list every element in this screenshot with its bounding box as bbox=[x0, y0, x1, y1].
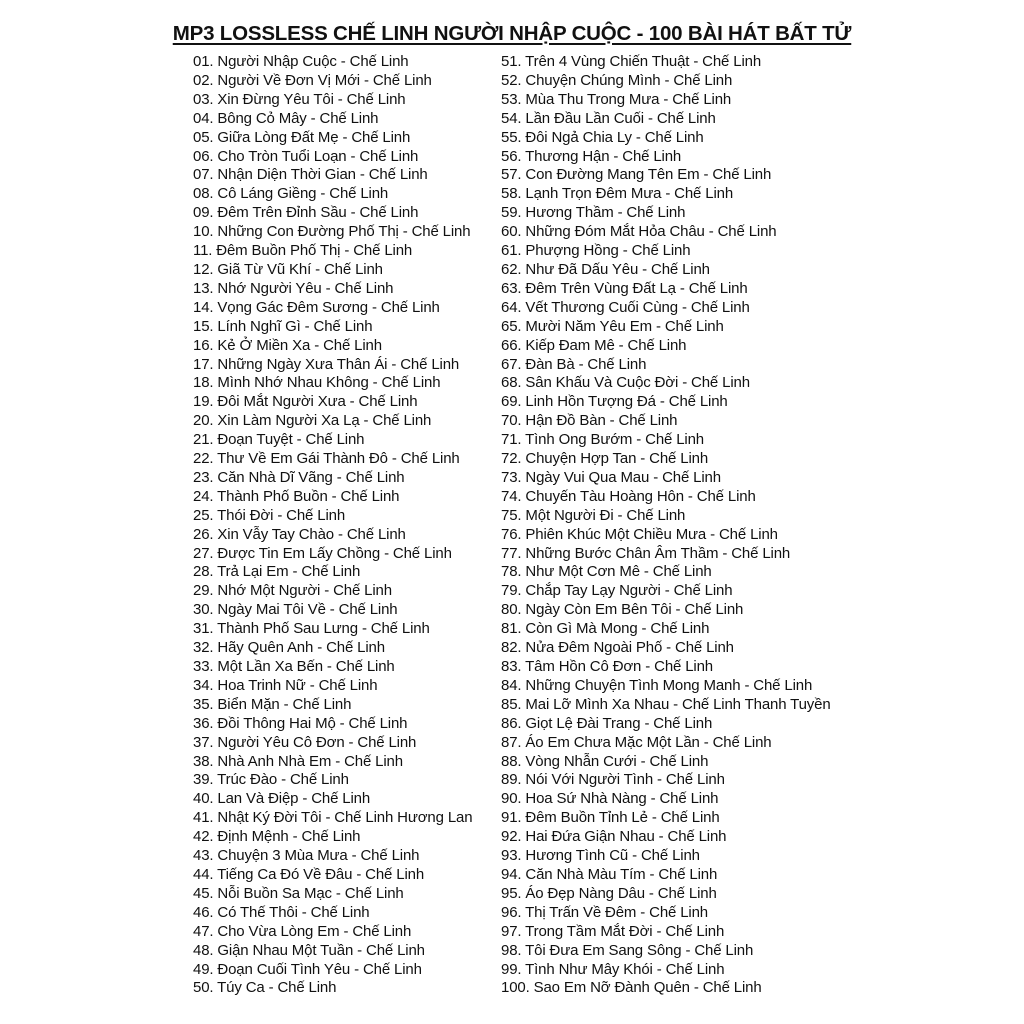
song-list-item: 45. Nỗi Buồn Sa Mạc - Chế Linh bbox=[193, 884, 404, 902]
song-list-item: 08. Cô Láng Giềng - Chế Linh bbox=[193, 185, 389, 203]
song-list-item: 63. Đêm Trên Vùng Đất Lạ - Chế Linh bbox=[501, 279, 748, 297]
song-list-item: 07. Nhận Diện Thời Gian - Chế Linh bbox=[193, 166, 428, 184]
song-list-item: 21. Đoạn Tuyệt - Chế Linh bbox=[193, 431, 365, 449]
song-list-item: 61. Phượng Hồng - Chế Linh bbox=[501, 242, 691, 260]
song-list-item: 27. Được Tin Em Lấy Chồng - Chế Linh bbox=[193, 544, 452, 562]
song-list-item: 26. Xin Vẫy Tay Chào - Chế Linh bbox=[193, 525, 406, 543]
song-list-item: 78. Như Một Cơn Mê - Chế Linh bbox=[501, 563, 712, 581]
song-list-item: 03. Xin Đừng Yêu Tôi - Chế Linh bbox=[193, 90, 406, 108]
song-list-item: 31. Thành Phố Sau Lưng - Chế Linh bbox=[193, 620, 430, 638]
song-list-item: 54. Lần Đầu Lần Cuối - Chế Linh bbox=[501, 109, 716, 127]
page-title: MP3 LOSSLESS CHẾ LINH NGƯỜI NHẬP CUỘC - 100 BÀI HÁT BẤT TỬ bbox=[172, 22, 852, 45]
song-list-item: 05. Giữa Lòng Đất Mẹ - Chế Linh bbox=[193, 128, 411, 146]
song-list-item: 95. Áo Đẹp Nàng Dâu - Chế Linh bbox=[501, 884, 717, 902]
song-list-item: 43. Chuyện 3 Mùa Mưa - Chế Linh bbox=[193, 847, 420, 865]
song-list-item: 59. Hương Thầm - Chế Linh bbox=[501, 204, 686, 222]
song-list-item: 25. Thói Đời - Chế Linh bbox=[193, 506, 346, 524]
song-list-item: 29. Nhớ Một Người - Chế Linh bbox=[193, 582, 392, 600]
song-list-item: 09. Đêm Trên Đỉnh Sầu - Chế Linh bbox=[193, 204, 419, 222]
song-list-item: 10. Những Con Đường Phố Thị - Chế Linh bbox=[193, 223, 471, 241]
song-list-item: 24. Thành Phố Buồn - Chế Linh bbox=[193, 487, 400, 505]
song-list-item: 23. Căn Nhà Dĩ Vãng - Chế Linh bbox=[193, 468, 405, 486]
song-list-item: 32. Hãy Quên Anh - Chế Linh bbox=[193, 639, 385, 657]
song-list-item: 85. Mai Lỡ Mình Xa Nhau - Chế Linh Thanh Tuyền bbox=[501, 695, 831, 713]
song-list-item: 18. Mình Nhớ Nhau Không - Chế Linh bbox=[193, 374, 441, 392]
song-list-item: 99. Tình Như Mây Khói - Chế Linh bbox=[501, 960, 725, 978]
song-list-item: 30. Ngày Mai Tôi Về - Chế Linh bbox=[193, 601, 398, 619]
song-list-item: 81. Còn Gì Mà Mong - Chế Linh bbox=[501, 620, 710, 638]
song-list-item: 58. Lạnh Trọn Đêm Mưa - Chế Linh bbox=[501, 185, 734, 203]
song-list-item: 22. Thư Về Em Gái Thành Đô - Chế Linh bbox=[193, 450, 460, 468]
song-list-item: 66. Kiếp Đam Mê - Chế Linh bbox=[501, 336, 687, 354]
song-list-item: 56. Thương Hận - Chế Linh bbox=[501, 147, 682, 165]
song-list-item: 17. Những Ngày Xưa Thân Ái - Chế Linh bbox=[193, 355, 460, 373]
song-list-item: 83. Tâm Hồn Cô Đơn - Chế Linh bbox=[501, 658, 713, 675]
song-list-item: 57. Con Đường Mang Tên Em - Chế Linh bbox=[501, 166, 772, 184]
song-list-item: 41. Nhật Ký Đời Tôi - Chế Linh Hương Lan bbox=[193, 809, 473, 827]
song-list-item: 44. Tiếng Ca Đó Về Đâu - Chế Linh bbox=[193, 865, 425, 883]
song-list-item: 88. Vòng Nhẫn Cưới - Chế Linh bbox=[501, 752, 709, 770]
song-list-item: 15. Lính Nghĩ Gì - Chế Linh bbox=[193, 317, 373, 335]
song-list-item: 67. Đàn Bà - Chế Linh bbox=[501, 355, 647, 373]
song-list-item: 69. Linh Hồn Tượng Đá - Chế Linh bbox=[501, 393, 728, 411]
song-list-item: 97. Trong Tầm Mắt Đời - Chế Linh bbox=[501, 922, 725, 940]
song-list-item: 76. Phiên Khúc Một Chiều Mưa - Chế Linh bbox=[501, 525, 778, 543]
song-list-item: 74. Chuyến Tàu Hoàng Hôn - Chế Linh bbox=[501, 487, 756, 505]
song-list-item: 70. Hận Đồ Bàn - Chế Linh bbox=[501, 412, 678, 430]
song-list-item: 38. Nhà Anh Nhà Em - Chế Linh bbox=[193, 752, 403, 770]
song-list-item: 50. Túy Ca - Chế Linh bbox=[193, 979, 337, 997]
song-list-item: 12. Giã Từ Vũ Khí - Chế Linh bbox=[193, 260, 383, 278]
song-list-item: 19. Đôi Mắt Người Xưa - Chế Linh bbox=[193, 393, 418, 411]
song-list-item: 04. Bông Cỏ Mây - Chế Linh bbox=[193, 109, 379, 127]
song-list-item: 06. Cho Tròn Tuổi Loạn - Chế Linh bbox=[193, 147, 419, 165]
song-list-item: 75. Một Người Đi - Chế Linh bbox=[501, 506, 686, 524]
song-list-item: 96. Thị Trấn Về Đêm - Chế Linh bbox=[501, 903, 708, 921]
song-list-item: 42. Định Mệnh - Chế Linh bbox=[193, 828, 361, 846]
song-list-item: 35. Biển Mặn - Chế Linh bbox=[193, 695, 352, 713]
song-list-item: 86. Giọt Lệ Đài Trang - Chế Linh bbox=[501, 714, 713, 732]
song-list-item: 16. Kẻ Ở Miền Xa - Chế Linh bbox=[193, 336, 382, 354]
song-list-item: 51. Trên 4 Vùng Chiến Thuật - Chế Linh bbox=[501, 53, 762, 70]
song-list-item: 33. Một Lần Xa Bến - Chế Linh bbox=[193, 658, 395, 675]
song-list-item: 72. Chuyện Hợp Tan - Chế Linh bbox=[501, 450, 709, 468]
song-list-item: 64. Vết Thương Cuối Cùng - Chế Linh bbox=[501, 298, 750, 316]
song-list-item: 100. Sao Em Nỡ Đành Quên - Chế Linh bbox=[501, 979, 762, 997]
song-list-item: 80. Ngày Còn Em Bên Tôi - Chế Linh bbox=[501, 601, 744, 619]
song-list-item: 11. Đêm Buồn Phố Thị - Chế Linh bbox=[193, 242, 413, 260]
song-list-item: 93. Hương Tình Cũ - Chế Linh bbox=[501, 847, 700, 865]
song-list-item: 40. Lan Và Điệp - Chế Linh bbox=[193, 790, 371, 808]
song-list-item: 02. Người Về Đơn Vị Mới - Chế Linh bbox=[193, 71, 432, 89]
song-list-item: 53. Mùa Thu Trong Mưa - Chế Linh bbox=[501, 90, 732, 108]
song-list-item: 91. Đêm Buồn Tỉnh Lẻ - Chế Linh bbox=[501, 809, 720, 827]
song-list-item: 34. Hoa Trinh Nữ - Chế Linh bbox=[193, 676, 378, 694]
song-list-item: 92. Hai Đứa Giận Nhau - Chế Linh bbox=[501, 828, 727, 846]
song-list-item: 62. Như Đã Dấu Yêu - Chế Linh bbox=[501, 260, 710, 278]
song-list-item: 14. Vọng Gác Đêm Sương - Chế Linh bbox=[193, 298, 440, 316]
song-list-item: 68. Sân Khấu Và Cuộc Đời - Chế Linh bbox=[501, 374, 750, 392]
song-list-item: 47. Cho Vừa Lòng Em - Chế Linh bbox=[193, 922, 412, 940]
song-list-item: 13. Nhớ Người Yêu - Chế Linh bbox=[193, 279, 394, 297]
song-list-item: 77. Những Bước Chân Âm Thầm - Chế Linh bbox=[501, 544, 791, 562]
song-list-item: 52. Chuyện Chúng Mình - Chế Linh bbox=[501, 71, 733, 89]
song-list-item: 65. Mười Năm Yêu Em - Chế Linh bbox=[501, 317, 724, 335]
song-list-item: 36. Đồi Thông Hai Mộ - Chế Linh bbox=[193, 714, 408, 732]
song-list-item: 79. Chắp Tay Lạy Người - Chế Linh bbox=[501, 582, 733, 600]
song-list-left bbox=[193, 53, 472, 998]
song-list-item: 60. Những Đóm Mắt Hỏa Châu - Chế Linh bbox=[501, 223, 777, 241]
song-list-item: 49. Đoạn Cuối Tình Yêu - Chế Linh bbox=[193, 960, 422, 978]
song-list-item: 89. Nói Với Người Tình - Chế Linh bbox=[501, 771, 725, 789]
song-list-item: 82. Nửa Đêm Ngoài Phố - Chế Linh bbox=[501, 639, 734, 657]
song-list-item: 48. Giận Nhau Một Tuần - Chế Linh bbox=[193, 941, 425, 959]
song-list-item: 28. Trả Lại Em - Chế Linh bbox=[193, 563, 361, 581]
song-list-item: 98. Tôi Đưa Em Sang Sông - Chế Linh bbox=[501, 941, 754, 959]
song-list-item: 01. Người Nhập Cuộc - Chế Linh bbox=[193, 53, 409, 70]
song-list-item: 46. Có Thế Thôi - Chế Linh bbox=[193, 903, 370, 921]
song-list-item: 71. Tình Ong Bướm - Chế Linh bbox=[501, 431, 705, 449]
song-list-item: 55. Đôi Ngả Chia Ly - Chế Linh bbox=[501, 128, 704, 146]
song-list-item: 94. Căn Nhà Màu Tím - Chế Linh bbox=[501, 865, 718, 883]
song-list-item: 84. Những Chuyện Tình Mong Manh - Chế Linh bbox=[501, 676, 813, 694]
song-list-item: 39. Trúc Đào - Chế Linh bbox=[193, 771, 349, 789]
song-list-item: 87. Áo Em Chưa Mặc Một Lần - Chế Linh bbox=[501, 733, 772, 751]
song-list-item: 73. Ngày Vui Qua Mau - Chế Linh bbox=[501, 468, 721, 486]
song-list-item: 20. Xin Làm Người Xa Lạ - Chế Linh bbox=[193, 412, 432, 430]
song-list-item: 90. Hoa Sứ Nhà Nàng - Chế Linh bbox=[501, 790, 719, 808]
song-list-item: 37. Người Yêu Cô Đơn - Chế Linh bbox=[193, 733, 417, 751]
song-list-right bbox=[501, 53, 831, 998]
